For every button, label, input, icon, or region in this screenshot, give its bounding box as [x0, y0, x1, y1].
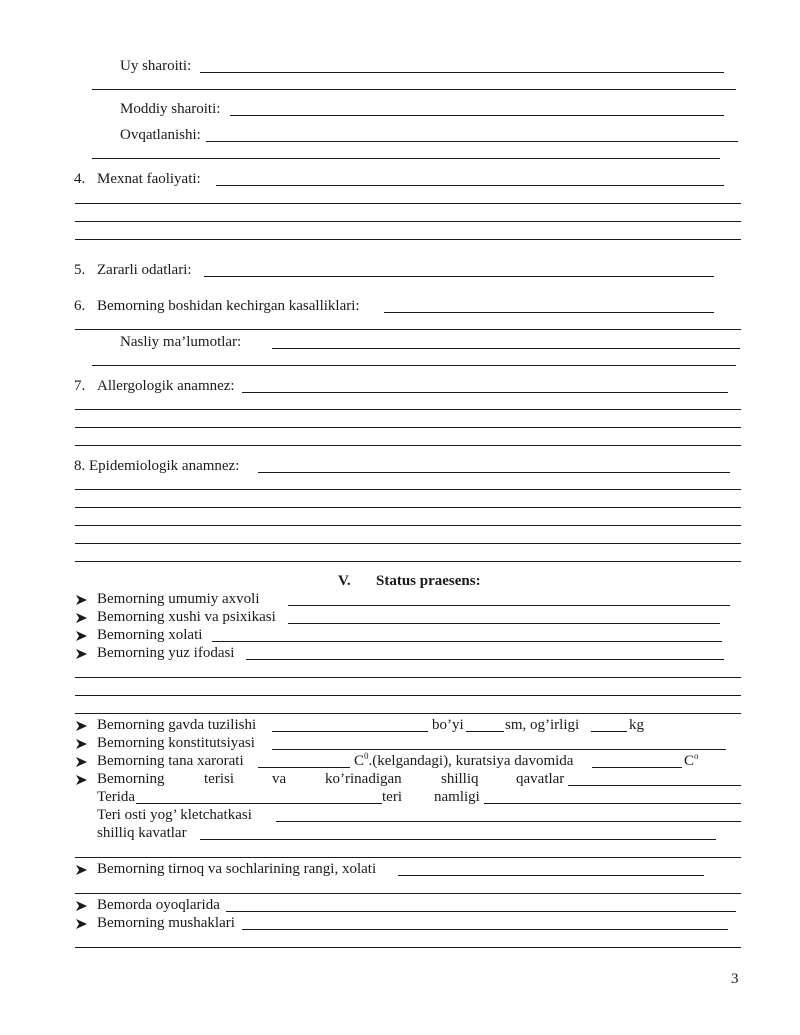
skin-line-word: va [272, 771, 287, 787]
subcutaneous-fat-label: Teri osti yog’ kletchatkasi [97, 807, 252, 823]
temperature-curation-unit: $C^o$ [684, 751, 699, 769]
constitution-field[interactable] [272, 749, 726, 750]
allergy-history-line[interactable] [75, 445, 741, 446]
skin-line-word: shilliq [441, 771, 479, 787]
work-activity-label: Mexnat faoliyati: [97, 171, 201, 187]
arrowhead-bullet-icon [75, 719, 89, 733]
skin-moisture-label: namligi [434, 789, 480, 805]
nails-hair-field[interactable] [398, 875, 704, 876]
skin-field[interactable] [136, 803, 382, 804]
skin-moisture-word: teri [382, 789, 402, 805]
height-field[interactable] [466, 731, 504, 732]
past-illnesses-label: Bemorning boshidan kechirgan kasalliklari: [97, 298, 360, 314]
skin-line-word: ko’rinadigan [325, 771, 402, 787]
subcutaneous-fat-field[interactable] [276, 821, 741, 822]
skin-line-word: Bemorning [97, 771, 165, 787]
patient-position-field[interactable] [212, 641, 722, 642]
facial-expression-line[interactable] [75, 695, 741, 696]
arrowhead-bullet-icon [75, 737, 89, 751]
hereditary-label: Nasliy ma’lumotlar: [120, 334, 242, 350]
work-activity-field[interactable] [216, 185, 724, 186]
skin-line-word: terisi [204, 771, 234, 787]
arrowhead-bullet-icon [75, 917, 89, 931]
arrowhead-bullet-icon [75, 593, 89, 607]
allergy-history-line[interactable] [75, 409, 741, 410]
arrowhead-bullet-icon [75, 773, 89, 787]
allergy-history-label: Allergologik anamnez: [97, 378, 235, 394]
weight-unit: kg [629, 717, 644, 733]
section-v-numeral: V. [338, 573, 351, 589]
arrowhead-bullet-icon [75, 629, 89, 643]
consciousness-field[interactable] [288, 623, 720, 624]
epidemiological-history-line[interactable] [75, 561, 741, 562]
allergy-history-field[interactable] [242, 392, 728, 393]
mucosa-line[interactable] [75, 857, 741, 858]
section-7-number: 7. [74, 378, 86, 394]
weight-field[interactable] [591, 731, 627, 732]
skin-label: Terida [97, 789, 136, 805]
nutrition-continuation-line[interactable] [92, 158, 720, 159]
temperature-admission-unit: $C^0.(kelgandagi)$, kuratsiya davomida [354, 751, 574, 769]
work-activity-line[interactable] [75, 221, 741, 222]
work-activity-line[interactable] [75, 203, 741, 204]
mucosa-label: shilliq kavatlar [97, 825, 187, 841]
epidemiological-history-label: 8. Epidemiologik anamnez: [74, 458, 240, 474]
general-condition-label: Bemorning umumiy axvoli [97, 591, 260, 607]
section-4-number: 4. [74, 171, 86, 187]
section-5-number: 5. [74, 262, 86, 278]
arrowhead-bullet-icon [75, 863, 89, 877]
status-praesens-heading: Status praesens: [376, 573, 481, 589]
epidemiological-history-line[interactable] [75, 525, 741, 526]
body-temperature-label: Bemorning tana xarorati [97, 753, 244, 769]
arrowhead-bullet-icon [75, 647, 89, 661]
muscles-line[interactable] [75, 947, 741, 948]
arrowhead-bullet-icon [75, 755, 89, 769]
temperature-curation-field[interactable] [592, 767, 682, 768]
muscles-field[interactable] [242, 929, 728, 930]
nutrition-field[interactable] [206, 141, 738, 142]
housing-continuation-line[interactable] [92, 89, 736, 90]
legs-label: Bemorda oyoqlarida [97, 897, 220, 913]
allergy-history-line[interactable] [75, 427, 741, 428]
epidemiological-history-line[interactable] [75, 507, 741, 508]
skin-mucosa-field[interactable] [568, 785, 741, 786]
hereditary-line[interactable] [92, 365, 736, 366]
harmful-habits-label: Zararli odatlari: [97, 262, 192, 278]
skin-moisture-field[interactable] [484, 803, 741, 804]
work-activity-line[interactable] [75, 239, 741, 240]
constitution-label: Bemorning konstitutsiyasi [97, 735, 255, 751]
material-field[interactable] [230, 115, 724, 116]
height-label: bo’yi [432, 717, 464, 733]
housing-label: Uy sharoiti: [120, 58, 192, 74]
epidemiological-history-line[interactable] [75, 543, 741, 544]
page-number: 3 [731, 971, 739, 987]
muscles-label: Bemorning mushaklari [97, 915, 235, 931]
arrowhead-bullet-icon [75, 611, 89, 625]
hereditary-field[interactable] [272, 348, 740, 349]
nails-hair-line[interactable] [75, 893, 741, 894]
harmful-habits-field[interactable] [204, 276, 714, 277]
section-6-number: 6. [74, 298, 86, 314]
epidemiological-history-line[interactable] [75, 489, 741, 490]
nails-hair-label: Bemorning tirnoq va sochlarining rangi, xolati [97, 861, 377, 877]
temperature-admission-field[interactable] [258, 767, 350, 768]
general-condition-field[interactable] [288, 605, 730, 606]
arrowhead-bullet-icon [75, 899, 89, 913]
patient-position-label: Bemorning xolati [97, 627, 203, 643]
epidemiological-history-field[interactable] [258, 472, 730, 473]
past-illnesses-line[interactable] [75, 329, 741, 330]
height-unit-weight-label: sm, og’irligi [505, 717, 580, 733]
mucosa-field[interactable] [200, 839, 716, 840]
material-label: Moddiy sharoiti: [120, 101, 221, 117]
facial-expression-label: Bemorning yuz ifodasi [97, 645, 235, 661]
body-build-field[interactable] [272, 731, 428, 732]
body-build-label: Bemorning gavda tuzilishi [97, 717, 257, 733]
skin-line-word: qavatlar [516, 771, 565, 787]
nutrition-label: Ovqatlanishi: [120, 127, 201, 143]
consciousness-label: Bemorning xushi va psixikasi [97, 609, 276, 625]
housing-field[interactable] [200, 72, 724, 73]
facial-expression-field[interactable] [246, 659, 724, 660]
facial-expression-line[interactable] [75, 677, 741, 678]
facial-expression-line[interactable] [75, 713, 741, 714]
legs-field[interactable] [226, 911, 736, 912]
past-illnesses-field[interactable] [384, 312, 714, 313]
